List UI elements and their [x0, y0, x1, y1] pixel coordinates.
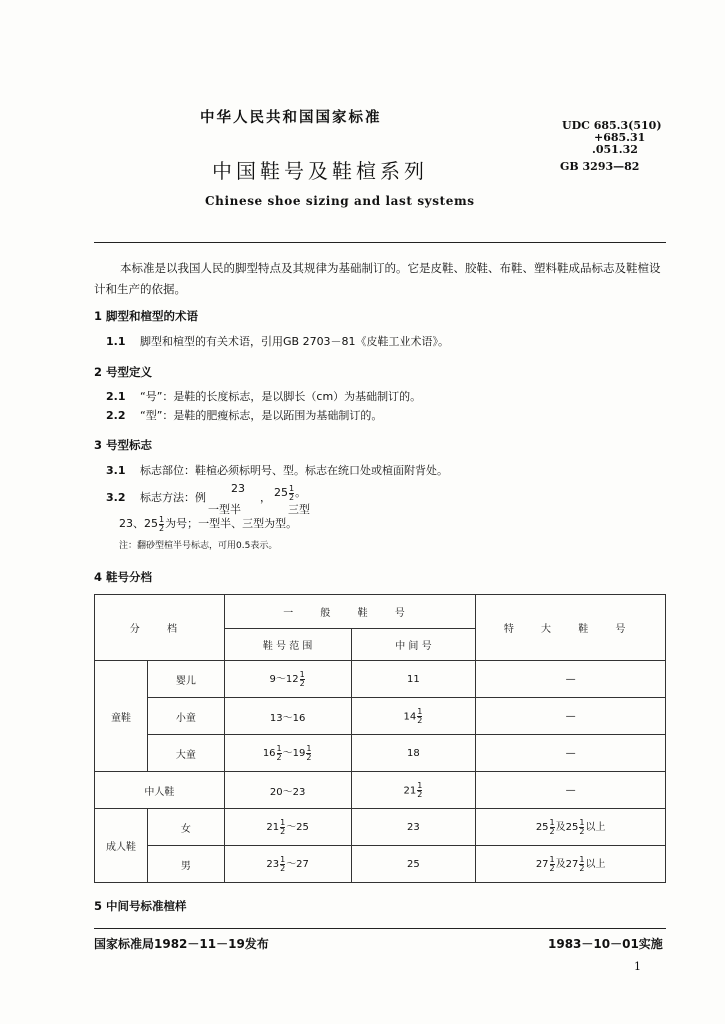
middle-cell: 18: [351, 735, 476, 772]
item-3-1-num: 3.1: [106, 464, 126, 477]
table-row: [95, 846, 666, 883]
udc-line-2: +685.31: [594, 131, 646, 144]
example-2-size: [274, 484, 306, 502]
size-table: [94, 594, 666, 883]
header-middle: 中 间 号: [351, 629, 476, 661]
header-category: 分 档: [95, 595, 225, 661]
range-cell: 21 $\frac{1}{2}$ ～25: [224, 809, 351, 846]
category-cell: 小童: [147, 698, 224, 735]
category-cell: 婴儿: [147, 661, 224, 698]
item-2-2-num: 2.2: [106, 409, 126, 422]
header-general: 一 般 鞋 号: [224, 595, 476, 629]
category-cell: 男: [147, 846, 224, 883]
item-3-2: [106, 489, 206, 505]
group-children: 童鞋: [95, 661, 148, 772]
middle-cell: 21 $\frac{1}{2}$: [351, 772, 476, 809]
group-adult: 成人鞋: [95, 809, 148, 883]
middle-cell: 11: [351, 661, 476, 698]
header-large: 特 大 鞋 号: [476, 595, 666, 661]
example-separator: ，: [260, 491, 271, 504]
item-2-1-text: “号”：是鞋的长度标志，是以脚长（cm）为基础制订的。: [140, 390, 422, 403]
table-row: [95, 698, 666, 735]
table-row: [95, 661, 666, 698]
frac-top: 1: [289, 483, 295, 493]
example-explanation: [119, 515, 297, 533]
issued-date: 国家标准局1982－11－19发布: [94, 937, 269, 951]
section-3-heading: 3 号型标志: [94, 438, 153, 452]
item-2-2: [106, 407, 382, 423]
item-2-1-num: 2.1: [106, 390, 126, 403]
item-2-2-text: “型”：是鞋的肥瘦标志，是以跖围为基础制订的。: [140, 409, 383, 422]
item-2-1: [106, 388, 421, 404]
footer-rule: [94, 928, 666, 929]
section-2-heading: 2 号型定义: [94, 365, 153, 379]
category-cell: 中人鞋: [95, 772, 225, 809]
frac-bottom: 2: [289, 492, 295, 502]
title-cn: 中国鞋号及鞋楦系列: [212, 159, 428, 183]
note: 注：翻砂型楦半号标志，可用0.5表示。: [119, 541, 278, 551]
item-3-2-num: 3.2: [106, 491, 126, 504]
effective-date: 1983－10－01实施: [548, 937, 663, 951]
category-cell: 大童: [147, 735, 224, 772]
header-range: 鞋 号 范 围: [224, 629, 351, 661]
standard-type: 中华人民共和国国家标准: [200, 110, 382, 126]
range-cell: 23 $\frac{1}{2}$ ～27: [224, 846, 351, 883]
header-rule: [94, 242, 666, 243]
example-1-bottom: 一型半: [208, 503, 241, 516]
item-1-1: [106, 333, 449, 349]
intro-paragraph: 本标准是以我国人民的脚型特点及其规律为基础制订的。它是皮鞋、胶鞋、布鞋、塑料鞋成品标志及鞋楦设计和生产的依据。: [94, 261, 661, 296]
example-2-fraction: [289, 485, 294, 502]
example-2-whole: 25: [274, 486, 288, 499]
large-cell: 25 $\frac{1}{2}$ 及25 $\frac{1}{2}$ 以上: [476, 809, 666, 846]
range-cell: 9～12 $\frac{1}{2}$: [224, 661, 351, 698]
item-1-1-text: 脚型和楦型的有关术语，引用GB 2703－81《皮鞋工业术语》。: [140, 335, 450, 348]
explain-a: 23、25: [119, 517, 158, 530]
table-row: [95, 772, 666, 809]
middle-cell: 25: [351, 846, 476, 883]
frac-top: 1: [159, 514, 165, 524]
udc-line-1: UDC 685.3(510): [562, 119, 662, 132]
frac-bottom: 2: [159, 523, 165, 533]
explain-fraction: [159, 516, 164, 533]
gb-number: GB 3293—82: [560, 160, 640, 173]
example-1-top: 23: [231, 482, 245, 495]
item-3-1: [106, 462, 448, 478]
section-4-heading: 4 鞋号分档: [94, 570, 153, 584]
large-cell: —: [476, 772, 666, 809]
table-row: [95, 735, 666, 772]
large-cell: 27 $\frac{1}{2}$ 及27 $\frac{1}{2}$ 以上: [476, 846, 666, 883]
explain-b: 为号；一型半、三型为型。: [165, 517, 298, 530]
example-2-bottom: 三型: [288, 503, 310, 516]
large-cell: —: [476, 661, 666, 698]
large-cell: —: [476, 698, 666, 735]
example-end: 。: [295, 486, 307, 499]
range-cell: 16 $\frac{1}{2}$ ～19 $\frac{1}{2}$: [224, 735, 351, 772]
range-cell: 13～16: [224, 698, 351, 735]
middle-cell: 14 $\frac{1}{2}$: [351, 698, 476, 735]
section-1-heading: 1 脚型和楦型的术语: [94, 309, 199, 323]
table-row: [95, 809, 666, 846]
section-5-heading: 5 中间号标准楦样: [94, 899, 187, 913]
range-cell: 20～23: [224, 772, 351, 809]
title-en: Chinese shoe sizing and last systems: [205, 194, 475, 208]
udc-code: [562, 120, 662, 156]
category-cell: 女: [147, 809, 224, 846]
large-cell: —: [476, 735, 666, 772]
item-3-1-text: 标志部位：鞋楦必须标明号、型。标志在统口处或楦面附背处。: [140, 464, 448, 477]
page-number: 1: [634, 960, 641, 973]
middle-cell: 23: [351, 809, 476, 846]
item-3-2-label: 标志方法：例: [140, 491, 206, 504]
udc-line-3: .051.32: [592, 143, 638, 156]
item-1-1-num: 1.1: [106, 335, 126, 348]
